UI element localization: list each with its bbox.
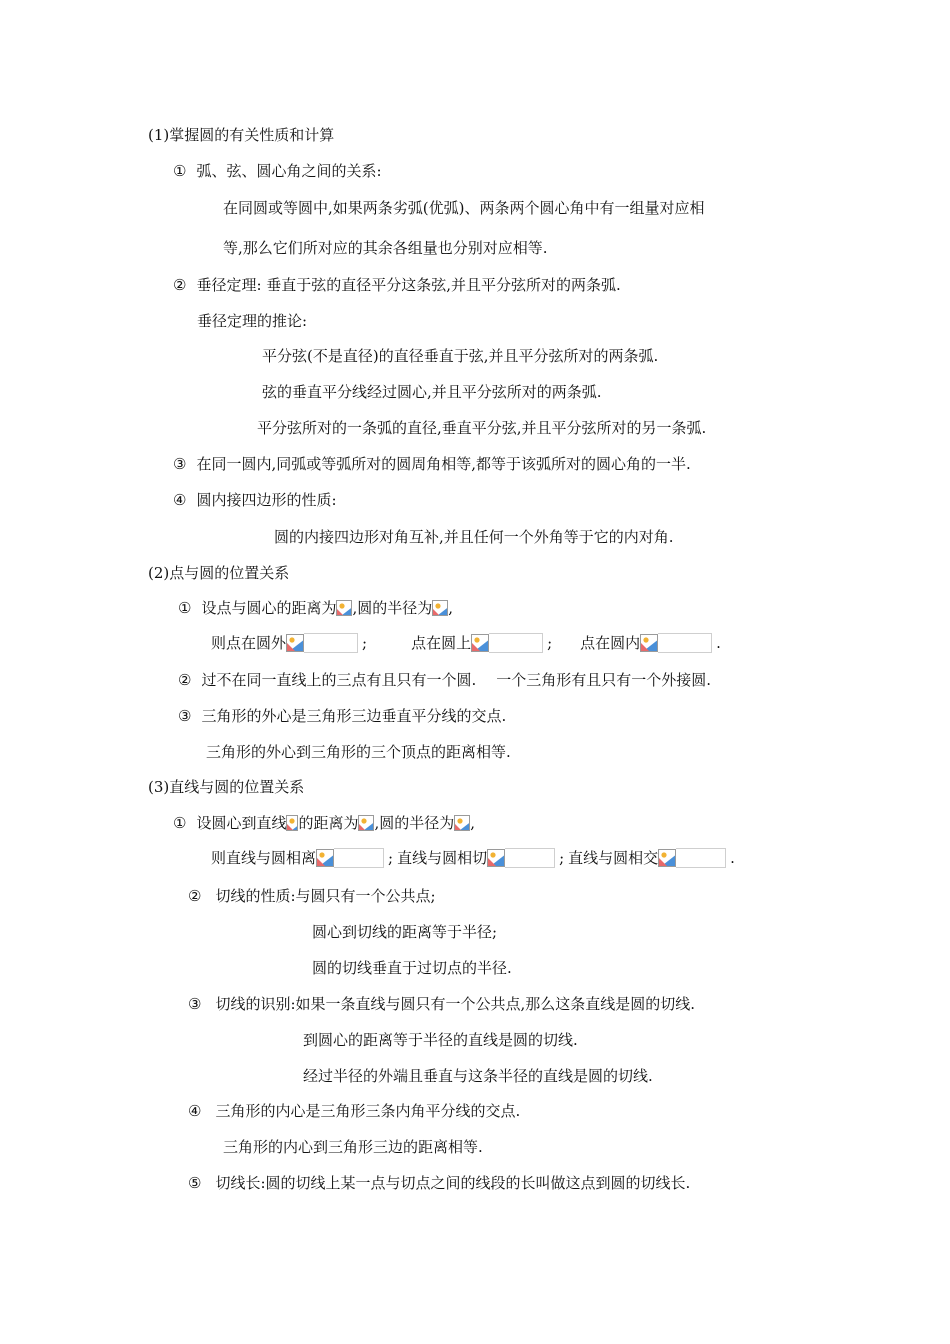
item-number: ③ <box>178 707 192 725</box>
s3-item-3-para-2: 经过半径的外端且垂直与这条半径的直线是圆的切线. <box>303 1067 653 1085</box>
broken-image-icon <box>454 815 470 831</box>
broken-image-icon <box>640 634 658 652</box>
s2-item-3: ③ 三角形的外心是三角形三边垂直平分线的交点. <box>178 707 507 725</box>
section-3-title: (3)直线与圆的位置关系 <box>148 778 305 796</box>
s3-item-2-para-1: 圆心到切线的距离等于半径; <box>312 923 498 941</box>
s2-item-2: ② 过不在同一直线上的三点有且只有一个圆. 一个三角形有且只有一个外接圆. <box>178 671 712 689</box>
s3-item-3: ③ 切线的识别:如果一条直线与圆只有一个公共点,那么这条直线是圆的切线. <box>188 995 696 1013</box>
s2-item-3-para: 三角形的外心到三角形的三个顶点的距离相等. <box>206 743 511 761</box>
broken-image-icon <box>487 849 505 867</box>
s3-item-1: ① 设圆心到直线 的距离为 ,圆的半径为 , <box>173 814 476 832</box>
broken-image-icon <box>336 600 352 616</box>
s3-item-4-para: 三角形的内心到三角形三边的距离相等. <box>223 1138 483 1156</box>
s1-corollary-2: 弦的垂直平分线经过圆心,并且平分弦所对的两条弧. <box>262 383 602 401</box>
formula-placeholder <box>658 848 726 868</box>
s1-item-4-para: 圆的内接四边形对角互补,并且任何一个外角等于它的内对角. <box>274 528 674 546</box>
item-number: ① <box>173 814 187 832</box>
s1-item-1-para-1: 在同圆或等圆中,如果两条劣弧(优弧)、两条两个圆心角中有一组量对应相 <box>223 199 705 217</box>
s2-item-1: ① 设点与圆心的距离为 ,圆的半径为 , <box>178 599 454 617</box>
item-number: ② <box>173 276 187 294</box>
item-number: ① <box>173 162 187 180</box>
item-number: ③ <box>188 995 202 1013</box>
broken-image-icon <box>286 815 298 831</box>
broken-image-icon <box>358 815 374 831</box>
s1-item-4: ④ 圆内接四边形的性质: <box>173 491 337 509</box>
formula-placeholder <box>316 848 384 868</box>
broken-image-icon <box>316 849 334 867</box>
s1-item-1-para-2: 等,那么它们所对应的其余各组量也分别对应相等. <box>223 239 548 257</box>
s2-item-1-row: 则点在圆外 ; 点在圆上 ; 点在圆内 . <box>211 634 721 652</box>
item-number: ② <box>178 671 192 689</box>
broken-image-icon <box>286 634 304 652</box>
broken-image-icon <box>432 600 448 616</box>
formula-placeholder <box>640 633 712 653</box>
s1-corollary-3: 平分弦所对的一条弧的直径,垂直平分弦,并且平分弦所对的另一条弧. <box>257 419 707 437</box>
section-2-title: (2)点与圆的位置关系 <box>148 564 290 582</box>
formula-placeholder <box>471 633 543 653</box>
s3-item-5: ⑤ 切线长:圆的切线上某一点与切点之间的线段的长叫做这点到圆的切线长. <box>188 1174 691 1192</box>
item-number: ① <box>178 599 192 617</box>
s1-item-2: ② 垂径定理: 垂直于弦的直径平分这条弦,并且平分弦所对的两条弧. <box>173 276 621 294</box>
s3-item-3-para-1: 到圆心的距离等于半径的直线是圆的切线. <box>303 1031 578 1049</box>
s3-item-2-para-2: 圆的切线垂直于过切点的半径. <box>312 959 512 977</box>
item-number: ③ <box>173 455 187 473</box>
item-number: ④ <box>173 491 187 509</box>
item-number: ② <box>188 887 202 905</box>
s1-item-2-sub: 垂径定理的推论: <box>197 312 308 330</box>
s1-corollary-1: 平分弦(不是直径)的直径垂直于弦,并且平分弦所对的两条弧. <box>262 347 659 365</box>
s3-item-2: ② 切线的性质:与圆只有一个公共点; <box>188 887 436 905</box>
section-1-title: (1)掌握圆的有关性质和计算 <box>148 126 335 144</box>
broken-image-icon <box>471 634 489 652</box>
formula-placeholder <box>487 848 555 868</box>
broken-image-icon <box>658 849 676 867</box>
s1-item-1: ① 弧、弦、圆心角之间的关系: <box>173 162 382 180</box>
item-number: ⑤ <box>188 1174 202 1192</box>
s3-item-1-row: 则直线与圆相离 ; 直线与圆相切 ; 直线与圆相交 . <box>211 849 735 867</box>
item-number: ④ <box>188 1102 202 1120</box>
s3-item-4: ④ 三角形的内心是三角形三条内角平分线的交点. <box>188 1102 521 1120</box>
formula-placeholder <box>286 633 358 653</box>
s1-item-3: ③ 在同一圆内,同弧或等弧所对的圆周角相等,都等于该弧所对的圆心角的一半. <box>173 455 691 473</box>
